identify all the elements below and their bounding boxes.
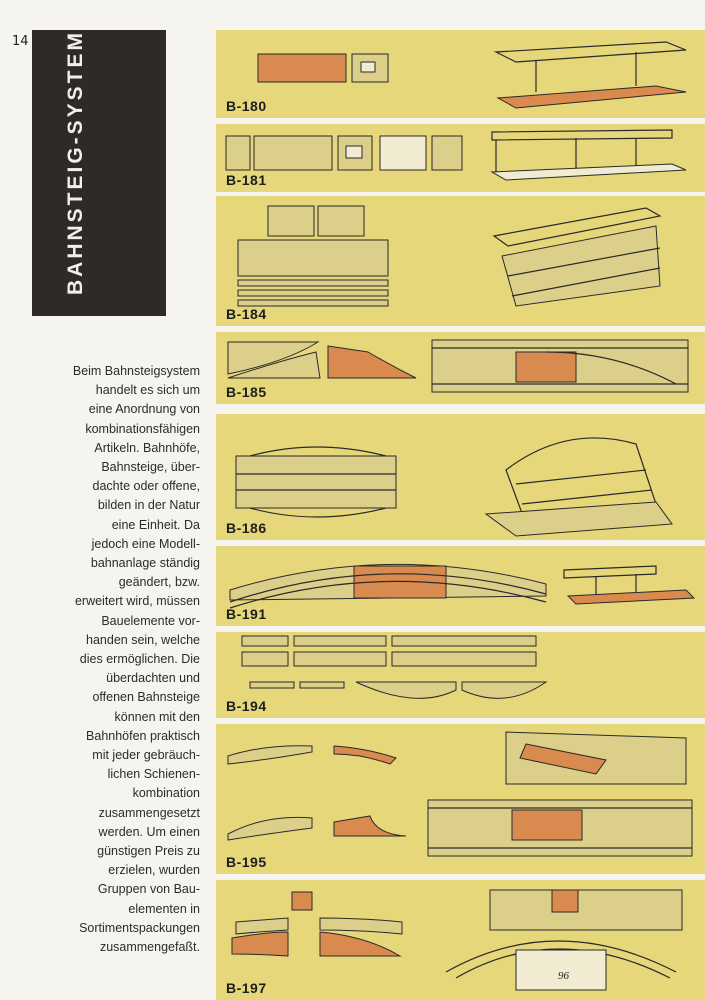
body-line: eine Einheit. Da — [111, 517, 200, 532]
body-line: mit jeder gebräuch- — [92, 748, 200, 763]
body-line: erzielen, wurden — [108, 863, 200, 878]
switch-platform-kit-illustration — [216, 724, 705, 874]
product-panel-b195 — [216, 724, 705, 874]
body-line: handelt es sich um — [95, 383, 200, 398]
arched-platform-kit-illustration — [216, 546, 705, 626]
body-line: bahnanlage ständig — [90, 556, 200, 571]
product-code: B-181 — [226, 172, 267, 188]
product-panel-b194 — [216, 632, 705, 718]
product-code: B-191 — [226, 606, 267, 622]
product-code: B-185 — [226, 384, 267, 400]
covered-platform-kit-illustration — [216, 124, 705, 192]
page-number: 14 — [12, 34, 29, 49]
product-code: B-194 — [226, 698, 267, 714]
body-line: Beim Bahnsteigsystem — [72, 364, 200, 378]
body-line: Bauelemente vor- — [101, 613, 200, 628]
product-code: B-186 — [226, 520, 267, 536]
product-panel-b186 — [216, 414, 705, 540]
product-code: B-197 — [226, 980, 267, 996]
track-number: 96 — [558, 970, 569, 982]
body-line: dies ermöglichen. Die — [79, 652, 200, 667]
body-line: Sortimentspackungen — [79, 920, 200, 935]
product-panel-b191 — [216, 546, 705, 626]
body-line: dachte oder offene, — [92, 479, 200, 494]
platform-assortment-illustration — [216, 196, 705, 326]
body-line: elementen in — [128, 901, 200, 916]
body-line: Artikeln. Bahnhöfe, — [94, 440, 200, 455]
product-panel-b197 — [216, 880, 705, 1000]
product-panel-b180 — [216, 30, 705, 118]
product-code: B-180 — [226, 98, 267, 114]
body-line: zusammengesetzt — [98, 805, 200, 820]
platform-kit-illustration — [216, 30, 705, 118]
section-title-bar — [32, 30, 166, 316]
body-line: erweitert wird, müssen — [74, 594, 200, 609]
body-line: zusammengefaßt. — [99, 940, 200, 955]
product-panel-b184 — [216, 196, 705, 326]
body-line: günstigen Preis zu — [97, 844, 200, 859]
curved-platform-kit-illustration — [216, 332, 705, 404]
product-code: B-184 — [226, 306, 267, 322]
body-line: kombinationsfähigen — [85, 421, 200, 436]
body-line: geändert, bzw. — [118, 575, 200, 590]
product-panel-b181 — [216, 124, 705, 192]
body-line: überdachten und — [106, 671, 200, 686]
body-line: offenen Bahnsteige — [92, 690, 200, 705]
body-line: handen sein, welche — [86, 632, 200, 647]
station-hall-illustration — [216, 414, 705, 540]
body-line: lichen Schienen- — [107, 767, 200, 782]
body-line: eine Anordnung von — [88, 402, 200, 417]
product-code: B-195 — [226, 854, 267, 870]
body-line: Gruppen von Bau- — [97, 882, 200, 897]
body-text — [20, 362, 200, 957]
curved-station-kit-illustration — [216, 880, 705, 1000]
body-line: kombination — [132, 786, 200, 801]
body-line: Bahnhöfen praktisch — [86, 728, 200, 743]
body-line: Bahnsteige, über- — [101, 460, 200, 475]
body-line: können mit den — [114, 709, 200, 724]
platform-segment-set-illustration — [216, 632, 705, 718]
body-line: jedoch eine Modell- — [91, 536, 200, 551]
product-panel-b185 — [216, 332, 705, 404]
section-title: BAHNSTEIG-SYSTEM — [64, 29, 87, 295]
body-line: werden. Um einen — [98, 824, 200, 839]
body-line: bilden in der Natur — [97, 498, 200, 513]
